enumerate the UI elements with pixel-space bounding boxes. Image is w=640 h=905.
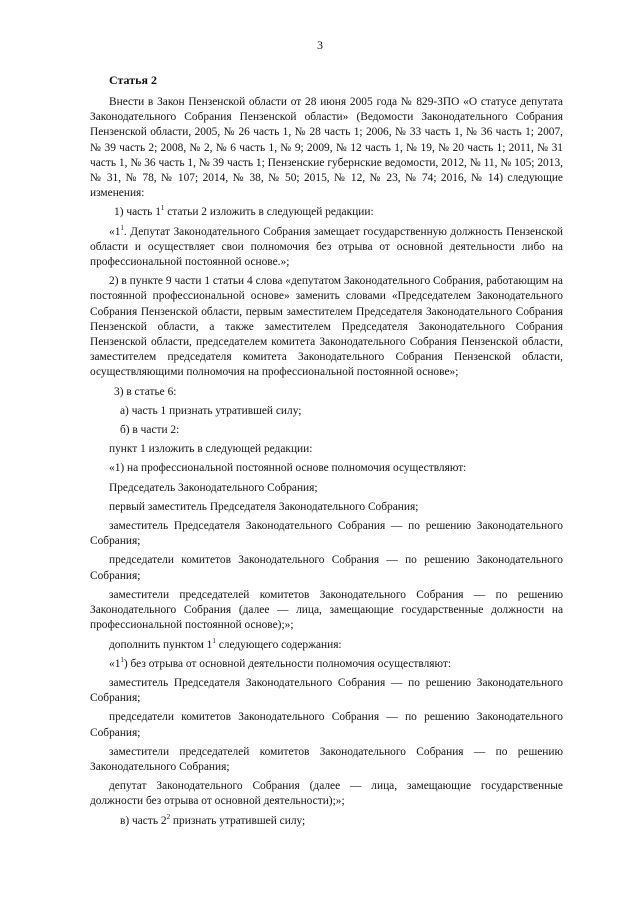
paragraph: «1) на профессиональной постоянной основе полномочия осуществляют: — [109, 462, 467, 475]
paragraph: депутат Законодательного Собрания (далее — лица, замещающие государственные должности без отрыва от основной деятельности);»; — [90, 780, 563, 808]
paragraph: «$1^1$) без отрыва от основной деятельности полномочия осуществляют: — [109, 655, 452, 670]
document-body — [90, 95, 563, 833]
paragraph: 3) в статье 6: — [114, 385, 177, 398]
paragraph: заместитель Председателя Законодательного Собрания — по решению Законодательного Собрания; — [90, 676, 563, 705]
paragraph: заместители председателей комитетов Законодательного Собрания — по решению Законодательного Собрания; — [90, 745, 563, 773]
paragraph: 2) в пункте 9 части 1 статьи 4 слова «депутатом Законодательного Собрания, работающим на постоянной профессиональной основе» заменить словами «Председателем Законодательного Собрания Пензенской области, первым заместителем Председателя Законодательного Собрания Пензенской области, а также заместителем Председателя Законодательного Собрания Пензенской области, председателем комитета Законодательного Собрания Пензенской области, заместителем председателя комитета Законодательного Собрания Пензенской области, осуществляющими полномочия на профессиональной постоянной основе»; — [90, 275, 563, 379]
paragraph: Внести в Закон Пензенской области от 28 июня 2005 года № 829-ЗПО «О статусе депутата Законодательного Собрания Пензенской области» (Ведомости Законодательного Собрания Пензенской области, 2005, № 26 часть 1, № 28 часть 1; 2006, № 33 часть 1, № 36 часть 1; 2007, № 39 часть 2; 2008, № 2, № 6 часть 1, № 9; 2009, № 12 часть 1, № 19, № 20 часть 1; 2011, № 31 часть 1, № 36 часть 1, № 39 часть 1; Пензенские губернские ведомости, 2012, № 11, № 105; 2013, № 31, № 78, № 107; 2014, № 38, № 50; 2015, № 12, № 23, № 74; 2016, № 14) следующие изменения: — [90, 96, 563, 200]
paragraph: председатели комитетов Законодательного Собрания — по решению Законодательного Собрания; — [90, 554, 563, 582]
article-heading: Статья 2 — [109, 73, 157, 87]
paragraph: а) часть 1 признать утратившей силу; — [120, 404, 302, 417]
paragraph: б) в части 2: — [120, 424, 180, 437]
paragraph: заместитель Председателя Законодательного Собрания — по решению Законодательного Собрания; — [90, 520, 563, 548]
paragraph: дополнить пунктом $1^1$ следующего содержания: — [109, 636, 342, 651]
paragraph: в) часть $2^2$ признать утратившей силу; — [120, 812, 306, 827]
page-number: 3 — [317, 38, 323, 52]
paragraph: председатели комитетов Законодательного Собрания — по решению Законодательного Собрания; — [90, 711, 563, 739]
paragraph: Председатель Законодательного Собрания; — [109, 481, 318, 494]
paragraph: первый заместитель Председателя Законодательного Собрания; — [109, 500, 419, 513]
paragraph: «$1^1$. Депутат Законодательного Собрания замещает государственную должность Пензенской области и осуществляет свои полномочия без отрыва от основной деятельности либо на профессиональной постоянной основе.»; — [90, 223, 563, 269]
paragraph: 1) часть $1^1$ статьи 2 изложить в следующей редакции: — [114, 204, 374, 219]
paragraph: заместители председателей комитетов Законодательного Собрания — по решению Законодательного Собрания (далее — лица, замещающие государственные должности на профессиональной постоянной основе);»; — [90, 588, 563, 632]
paragraph: пункт 1 изложить в следующей редакции: — [109, 443, 313, 456]
